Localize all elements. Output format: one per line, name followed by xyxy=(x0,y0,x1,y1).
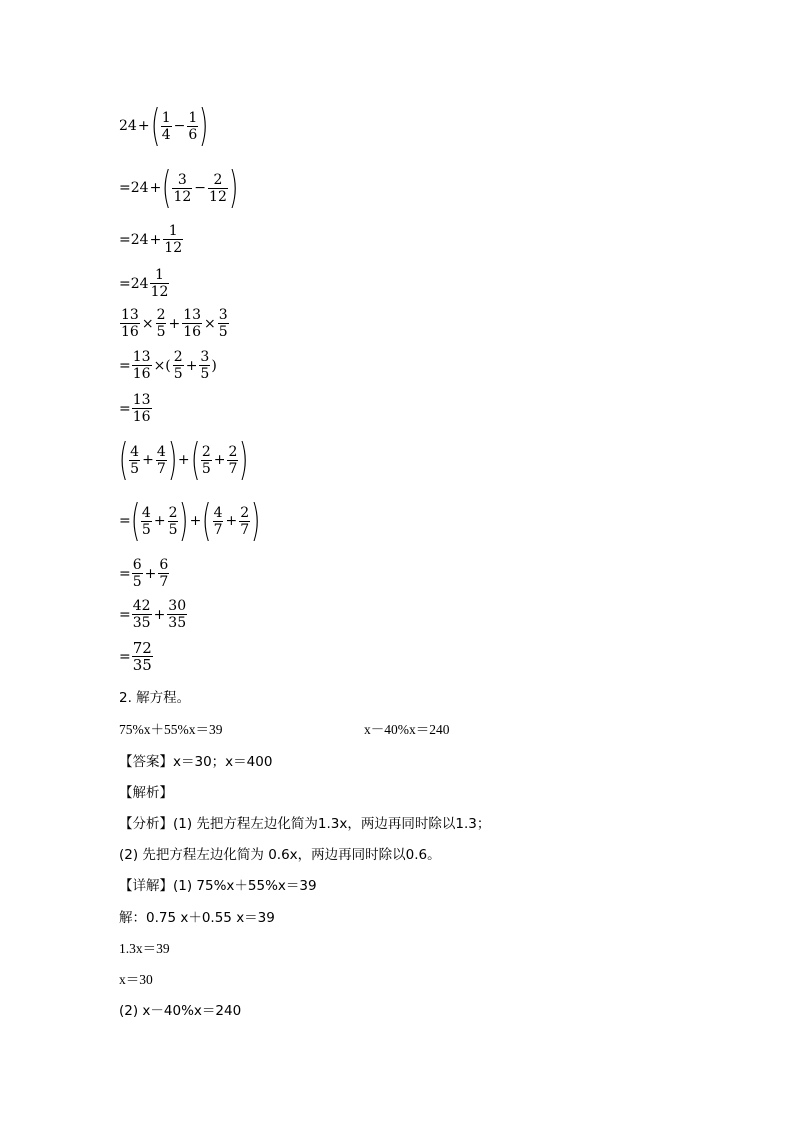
question-title: 2. 解方程。 xyxy=(119,690,191,706)
plus-sign: + xyxy=(144,565,157,582)
fraction: $\frac{13}{16}$ xyxy=(132,349,151,382)
fraction: $\frac{1}{12}$ xyxy=(164,223,183,256)
fraction: $\frac{13}{16}$ xyxy=(132,392,151,425)
equals-sign: = xyxy=(119,606,131,623)
number: 24 xyxy=(130,180,149,196)
left-paren: ( xyxy=(130,495,141,546)
fraction: $\frac{6}{7}$ xyxy=(159,557,169,590)
times-sign: × xyxy=(141,315,154,332)
analysis-line-1: 【分析】(1) 先把方程左边化简为1.3x，两边再同时除以1.3； xyxy=(119,816,491,832)
plus-sign: + xyxy=(168,315,181,332)
plus-sign: + xyxy=(142,452,154,468)
fraction: $\frac{13}{16}$ xyxy=(121,307,139,340)
number: 24 xyxy=(130,275,149,292)
fraction: $\frac{13}{16}$ xyxy=(183,307,202,340)
calc2-line3 xyxy=(119,392,153,425)
equals-sign: = xyxy=(119,400,131,417)
fraction: $\frac{3}{12}$ xyxy=(173,171,192,205)
plus-sign: + xyxy=(177,452,190,468)
plus-sign: + xyxy=(225,513,238,529)
fraction: $\frac{4}{5}$ xyxy=(130,443,140,477)
fraction: $\frac{2}{12}$ xyxy=(209,171,227,205)
fraction: $\frac{2}{5}$ xyxy=(201,443,211,477)
fraction: $\frac{6}{5}$ xyxy=(132,557,142,590)
fraction: $\frac{4}{5}$ xyxy=(141,504,151,538)
minus-sign: − xyxy=(194,180,207,196)
plus-sign: + xyxy=(137,118,150,134)
right-paren: ) xyxy=(199,100,209,151)
fraction: $\frac{30}{35}$ xyxy=(168,598,187,631)
calc2-line2 xyxy=(119,349,217,382)
answer-line: 【答案】x＝30；x＝400 xyxy=(119,754,273,770)
solution-step-3: x＝30 xyxy=(119,972,153,987)
fraction: $\frac{4}{7}$ xyxy=(156,443,166,477)
fraction: $\frac{2}{5}$ xyxy=(156,307,166,340)
times-paren: ×( xyxy=(153,357,171,374)
fraction: $\frac{72}{35}$ xyxy=(132,639,152,674)
calc1-line3 xyxy=(119,223,184,256)
equation-2: x－40%x＝240 xyxy=(364,722,450,737)
equals-sign: = xyxy=(119,275,131,292)
number: 24 xyxy=(119,118,137,134)
calc3-line2 xyxy=(119,495,261,546)
detail-part-2: (2) x－40%x＝240 xyxy=(119,1003,242,1019)
left-paren: ( xyxy=(118,434,129,485)
fraction: $\frac{2}{5}$ xyxy=(168,504,178,538)
calc2-line1 xyxy=(119,307,230,340)
fraction: $\frac{4}{7}$ xyxy=(213,504,223,538)
analysis-heading: 【解析】 xyxy=(119,785,173,801)
fraction: $\frac{1}{12}$ xyxy=(150,267,169,300)
fraction: $\frac{2}{7}$ xyxy=(240,504,250,538)
equals-sign: = xyxy=(119,565,131,582)
plus-sign: + xyxy=(213,452,226,468)
left-paren: ( xyxy=(150,100,160,151)
solution-step-1: 解：0.75 x＋0.55 x＝39 xyxy=(119,910,275,926)
detail-heading: 【详解】(1) 75%x＋55%x＝39 xyxy=(119,878,317,894)
plus-sign: + xyxy=(189,513,202,529)
fraction: $\frac{1}{6}$ xyxy=(188,109,198,143)
plus-sign: + xyxy=(185,357,198,374)
fraction: $\frac{2}{5}$ xyxy=(173,349,183,382)
right-paren: ) xyxy=(211,357,217,374)
solution-step-2: 1.3x＝39 xyxy=(119,941,170,956)
right-paren: ) xyxy=(228,162,239,213)
plus-sign: + xyxy=(153,513,166,529)
calc3-line3 xyxy=(119,557,170,590)
calc3-line5 xyxy=(119,640,154,673)
calc1-line2 xyxy=(119,162,239,213)
calc3-line4 xyxy=(119,598,188,631)
calc1-line1 xyxy=(119,100,209,151)
left-paren: ( xyxy=(162,162,172,213)
equals-sign: = xyxy=(119,513,131,529)
plus-sign: + xyxy=(149,231,162,248)
equals-sign: = xyxy=(119,231,131,248)
right-paren: ) xyxy=(179,495,189,546)
plus-sign: + xyxy=(149,180,162,196)
analysis-line-2: (2) 先把方程左边化简为 0.6x，两边再同时除以0.6。 xyxy=(119,847,441,863)
equation-1: 75%x＋55%x＝39 xyxy=(119,722,223,737)
calc3-line1 xyxy=(118,434,249,485)
left-paren: ( xyxy=(190,434,200,485)
left-paren: ( xyxy=(202,495,212,546)
minus-sign: − xyxy=(173,118,186,134)
equals-sign: = xyxy=(119,648,131,665)
fraction: $\frac{1}{4}$ xyxy=(161,109,171,143)
right-paren: ) xyxy=(167,434,178,485)
times-sign: × xyxy=(204,315,216,332)
fraction: $\frac{3}{5}$ xyxy=(200,349,210,382)
number: 24 xyxy=(130,231,149,248)
right-paren: ) xyxy=(239,434,249,485)
right-paren: ) xyxy=(251,495,261,546)
calc1-line4 xyxy=(119,267,170,300)
fraction: $\frac{3}{5}$ xyxy=(218,307,228,340)
fraction: $\frac{2}{7}$ xyxy=(228,443,238,477)
fraction: $\frac{42}{35}$ xyxy=(132,598,151,631)
equals-sign: = xyxy=(119,357,131,374)
plus-sign: + xyxy=(153,606,166,623)
equals-sign: = xyxy=(119,180,131,196)
